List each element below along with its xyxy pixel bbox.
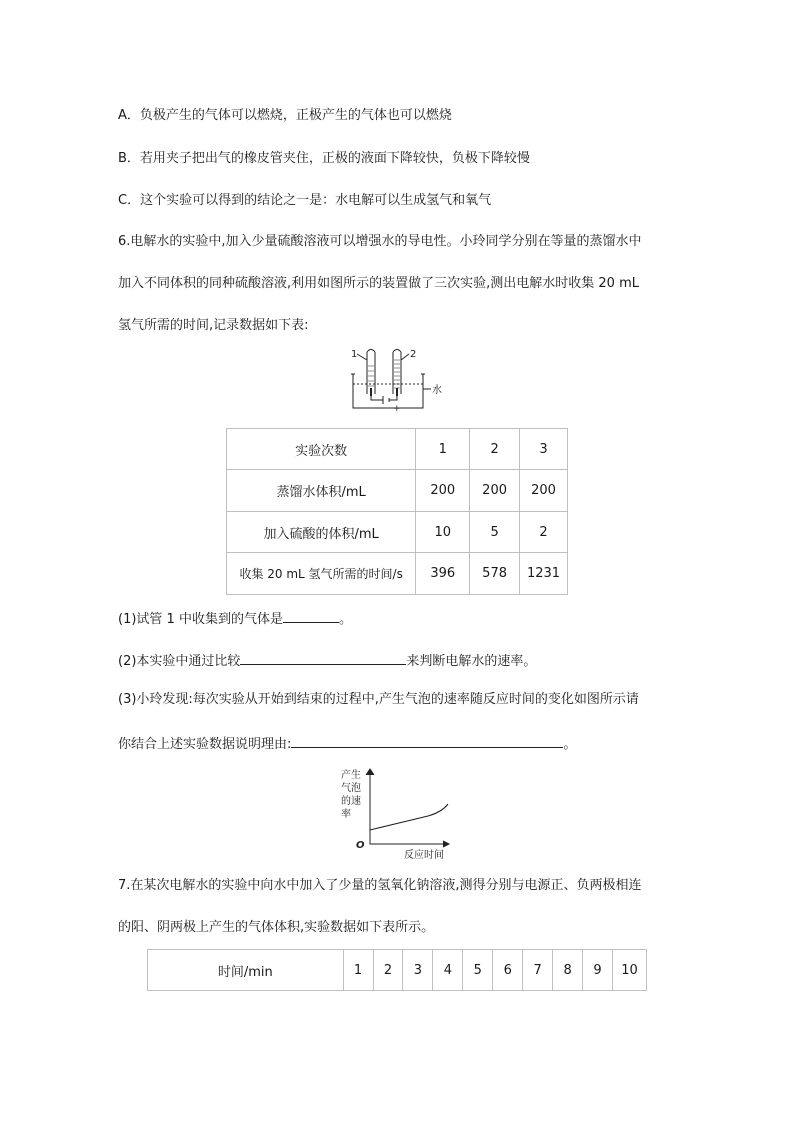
table-cell: 200: [416, 470, 470, 512]
table-cell: 2: [470, 429, 520, 470]
q6-text-line-2: 加入不同体积的同种硫酸溶液,利用如图所示的装置做了三次实验,测出电解水时收集 20 mL: [118, 276, 639, 291]
q6-sub3-end: 。: [563, 737, 577, 752]
apparatus-label-1: 1: [351, 349, 358, 360]
table-row: [227, 429, 568, 470]
table-cell: 7: [523, 950, 553, 991]
q7-text-line-1: 7.在某次电解水的实验中向水中加入了少量的氢氧化钠溶液,测得分别与电源正、负两极相连: [118, 878, 642, 893]
table-cell: 6: [493, 950, 523, 991]
table-cell: 实验次数: [227, 429, 416, 470]
option-a: A．负极产生的气体可以燃烧，正极产生的气体也可以燃烧: [118, 108, 452, 123]
bubble-rate-graph: [338, 764, 460, 862]
q6-text-line-3: 氢气所需的时间,记录数据如下表:: [118, 318, 309, 333]
graph-ylabel-line-4: 率: [341, 809, 351, 820]
apparatus-label-minus: −: [376, 404, 384, 414]
table-cell: 1: [343, 950, 373, 991]
table-cell: 5: [470, 512, 520, 553]
q6-sub3-line-2: [118, 734, 576, 753]
table-cell: 200: [520, 470, 568, 512]
graph-ylabel-line-2: 气泡: [341, 783, 361, 794]
table-cell: 396: [416, 553, 470, 595]
table-cell: 3: [520, 429, 568, 470]
q6-sub2-end: 来判断电解水的速率。: [406, 654, 537, 669]
table-cell: 10: [613, 950, 647, 991]
answer-blank-2[interactable]: [240, 651, 406, 665]
q6-sub1: [118, 609, 352, 628]
q6-sub3-line-1: (3)小玲发现:每次实验从开始到结束的过程中,产生气泡的速率随反应时间的变化如图所示请: [118, 692, 639, 707]
answer-blank-1[interactable]: [283, 609, 339, 623]
table-cell: 时间/min: [148, 950, 344, 991]
table-cell: 1: [416, 429, 470, 470]
q6-sub3-text: 你结合上述实验数据说明理由:: [118, 737, 292, 752]
table-cell: 8: [553, 950, 583, 991]
apparatus-label-water: 水: [432, 385, 442, 396]
electrolysis-apparatus-diagram: [345, 344, 455, 416]
table-row: [227, 470, 568, 512]
option-b: B．若用夹子把出气的橡皮管夹住，正极的液面下降较快，负极下降较慢: [118, 151, 530, 166]
table-row: [227, 553, 568, 595]
table-row: [148, 950, 647, 991]
table-cell: 收集 20 mL 氢气所需的时间/s: [227, 553, 416, 595]
table-cell: 3: [403, 950, 433, 991]
table-cell: 1231: [520, 553, 568, 595]
table-cell: 578: [470, 553, 520, 595]
q6-text-line-1: 6.电解水的实验中,加入少量硫酸溶液可以增强水的导电性。小玲同学分别在等量的蒸馏水中: [118, 234, 642, 249]
table-cell: 2: [520, 512, 568, 553]
q6-sub1-text: (1)试管 1 中收集到的气体是: [118, 612, 283, 627]
q6-sub2-text: (2)本实验中通过比较: [118, 654, 241, 669]
table-cell: 10: [416, 512, 470, 553]
option-c: C．这个实验可以得到的结论之一是：水电解可以生成氢气和氧气: [118, 193, 492, 208]
q7-data-table: [147, 949, 647, 991]
rate-curve: [370, 804, 448, 830]
q7-text-line-2: 的阳、阴两极上产生的气体体积,实验数据如下表所示。: [118, 920, 435, 935]
table-cell: 4: [433, 950, 463, 991]
graph-xlabel: 反应时间: [404, 850, 444, 861]
graph-origin-label: O: [356, 840, 365, 851]
table-cell: 2: [373, 950, 403, 991]
q6-data-table: [226, 428, 568, 595]
apparatus-label-2: 2: [410, 349, 417, 360]
table-cell: 蒸馏水体积/mL: [227, 470, 416, 512]
q6-sub1-end: 。: [338, 612, 352, 627]
table-cell: 9: [583, 950, 613, 991]
q6-sub2: [118, 651, 536, 670]
graph-ylabel-line-1: 产生: [341, 770, 361, 781]
table-row: [227, 512, 568, 553]
table-cell: 200: [470, 470, 520, 512]
table-cell: 加入硫酸的体积/mL: [227, 512, 416, 553]
graph-ylabel-line-3: 的速: [341, 796, 361, 807]
answer-blank-3[interactable]: [291, 734, 563, 748]
apparatus-label-plus: +: [393, 404, 401, 414]
table-cell: 5: [463, 950, 493, 991]
